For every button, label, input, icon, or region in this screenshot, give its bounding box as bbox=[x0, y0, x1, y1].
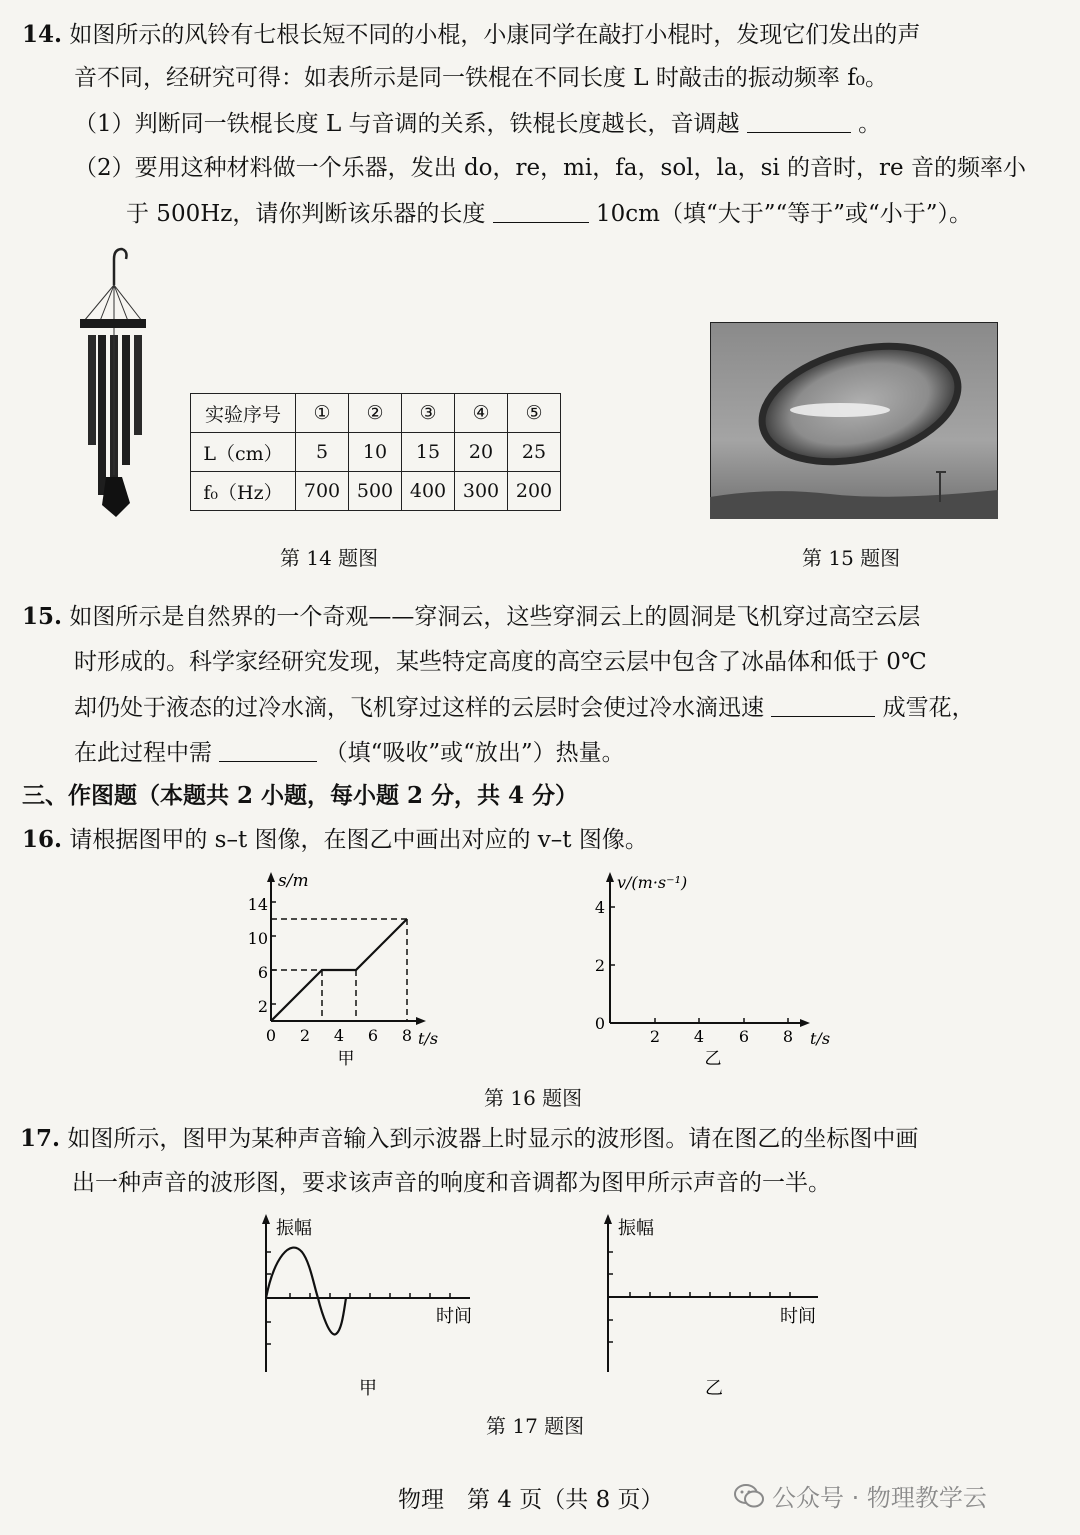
q14-part2-line2 bbox=[126, 198, 972, 229]
q14-part1-end: 。 bbox=[858, 111, 882, 137]
q16-graph-a bbox=[240, 868, 460, 1073]
q14-part1 bbox=[74, 108, 881, 139]
q17b-sublabel: 乙 bbox=[705, 1378, 723, 1399]
table-cell: 15 bbox=[402, 433, 455, 472]
q14-part2-line1: （2）要用这种材料做一个乐器，发出 do，re，mi，fa，sol，la，si 的音时，re 音的频率小 bbox=[74, 155, 1026, 181]
table-cell: 300 bbox=[455, 472, 508, 511]
section-3-heading: 三、作图题（本题共 2 小题，每小题 2 分，共 4 分） bbox=[22, 782, 579, 809]
q16-text: 请根据图甲的 s–t 图像，在图乙中画出对应的 v–t 图像。 bbox=[69, 827, 648, 853]
q16-number: 16. bbox=[22, 826, 63, 853]
q15-number: 15. bbox=[22, 603, 63, 630]
table-cell: ⑤ bbox=[508, 394, 561, 433]
tick-label: 2 bbox=[649, 1027, 661, 1046]
q17a-ylabel: 振幅 bbox=[276, 1218, 312, 1239]
q17-figure-caption: 第 17 题图 bbox=[486, 1414, 585, 1438]
table-header-frequency: f₀（Hz） bbox=[191, 472, 296, 511]
q16b-sublabel: 乙 bbox=[704, 1049, 722, 1069]
q16-figure-caption: 第 16 题图 bbox=[484, 1086, 583, 1110]
table-cell: ② bbox=[349, 394, 402, 433]
q17-line1 bbox=[20, 1124, 918, 1154]
q15-blank-2[interactable] bbox=[219, 737, 317, 762]
wind-chime-image bbox=[70, 245, 160, 520]
q14-blank-1[interactable] bbox=[747, 108, 851, 133]
wechat-icon bbox=[734, 1483, 764, 1509]
page-footer: 物理 第 4 页（共 8 页） bbox=[398, 1487, 664, 1513]
q15-blank-1[interactable] bbox=[771, 692, 875, 717]
q17a-sublabel: 甲 bbox=[359, 1378, 377, 1399]
q15-text-3b: 成雪花， bbox=[882, 695, 975, 721]
table-cell: 200 bbox=[508, 472, 561, 511]
table-cell: 25 bbox=[508, 433, 561, 472]
q17-text-1: 如图所示，图甲为某种声音输入到示波器上时显示的波形图。请在图乙的坐标图中画 bbox=[67, 1126, 919, 1152]
table-cell: 400 bbox=[402, 472, 455, 511]
table-cell: 10 bbox=[349, 433, 402, 472]
table-cell: ④ bbox=[455, 394, 508, 433]
q14-blank-2[interactable] bbox=[493, 198, 589, 223]
q17-graph-a bbox=[250, 1210, 490, 1400]
q14-part2-end: 10cm（填“大于”“等于”或“小于”）。 bbox=[596, 201, 973, 227]
table-cell: ③ bbox=[402, 394, 455, 433]
q14-line1 bbox=[22, 20, 920, 50]
table-cell: 5 bbox=[296, 433, 349, 472]
tick-label: 2 bbox=[257, 997, 268, 1016]
q15-text-4: 在此过程中需 bbox=[74, 740, 212, 766]
tick-label: 8 bbox=[782, 1027, 794, 1046]
q14-figure-caption: 第 14 题图 bbox=[280, 546, 379, 570]
tick-label: 6 bbox=[257, 963, 268, 982]
q16a-xlabel: t/s bbox=[418, 1029, 439, 1048]
tick-label: 14 bbox=[247, 895, 268, 914]
tick-label: 0 bbox=[265, 1026, 277, 1045]
tick-label: 6 bbox=[738, 1027, 750, 1046]
q14-part2-text: 于 500Hz，请你判断该乐器的长度 bbox=[126, 201, 486, 227]
q15-text-1: 如图所示是自然界的一个奇观——穿洞云，这些穿洞云上的圆洞是飞机穿过高空云层 bbox=[69, 604, 921, 630]
table-cell: 500 bbox=[349, 472, 402, 511]
table-cell: ① bbox=[296, 394, 349, 433]
tick-label: 10 bbox=[247, 929, 268, 948]
tick-label: 4 bbox=[594, 898, 605, 917]
tick-label: 6 bbox=[367, 1026, 379, 1045]
table-row bbox=[191, 472, 561, 511]
tick-label: 0 bbox=[594, 1014, 605, 1033]
watermark bbox=[734, 1478, 987, 1513]
q17-graph-b bbox=[596, 1210, 836, 1400]
q17-line2: 出一种声音的波形图，要求该声音的响度和音调都为图甲所示声音的一半。 bbox=[72, 1170, 831, 1196]
tick-label: 2 bbox=[594, 956, 605, 975]
q15-line2: 时形成的。科学家经研究发现，某些特定高度的高空云层中包含了冰晶体和低于 0℃ bbox=[74, 649, 927, 675]
q17a-xlabel: 时间 bbox=[436, 1306, 472, 1327]
q16a-ylabel: s/m bbox=[278, 871, 309, 891]
q17b-xlabel: 时间 bbox=[780, 1306, 816, 1327]
table-cell: 700 bbox=[296, 472, 349, 511]
table-header-trial: 实验序号 bbox=[191, 394, 296, 433]
hole-punch-cloud-photo bbox=[710, 322, 998, 519]
watermark-text: 公众号 · 物理教学云 bbox=[772, 1484, 987, 1512]
q15-text-4b: （填“吸收”或“放出”）热量。 bbox=[324, 740, 625, 766]
q14-text-1: 如图所示的风铃有七根长短不同的小棍，小康同学在敲打小棍时，发现它们发出的声 bbox=[69, 22, 921, 48]
q17-number: 17. bbox=[20, 1125, 61, 1152]
q15-text-3: 却仍处于液态的过冷水滴，飞机穿过这样的云层时会使过冷水滴迅速 bbox=[74, 695, 764, 721]
q15-line4 bbox=[74, 737, 625, 768]
q17b-ylabel: 振幅 bbox=[618, 1218, 654, 1239]
tick-label: 2 bbox=[299, 1026, 311, 1045]
q16a-sublabel: 甲 bbox=[337, 1049, 355, 1069]
q14-number: 14. bbox=[22, 21, 63, 48]
q16b-xlabel: t/s bbox=[810, 1029, 831, 1048]
q16b-ylabel: v/(m·s⁻¹) bbox=[617, 873, 688, 892]
tick-label: 4 bbox=[333, 1026, 345, 1045]
table-row bbox=[191, 394, 561, 433]
tick-label: 8 bbox=[401, 1026, 413, 1045]
table-header-length: L（cm） bbox=[191, 433, 296, 472]
q16-graph-b bbox=[588, 868, 838, 1073]
tick-label: 4 bbox=[693, 1027, 705, 1046]
q14-line2: 音不同，经研究可得：如表所示是同一铁棍在不同长度 L 时敲击的振动频率 f₀。 bbox=[74, 65, 888, 91]
q15-line1 bbox=[22, 602, 920, 632]
table-cell: 20 bbox=[455, 433, 508, 472]
q14-data-table bbox=[190, 393, 561, 511]
q15-line3 bbox=[74, 692, 975, 723]
table-row bbox=[191, 433, 561, 472]
q14-part1-text: （1）判断同一铁棍长度 L 与音调的关系，铁棍长度越长，音调越 bbox=[74, 111, 740, 137]
q16-line1 bbox=[22, 825, 648, 855]
q15-figure-caption: 第 15 题图 bbox=[802, 546, 901, 570]
